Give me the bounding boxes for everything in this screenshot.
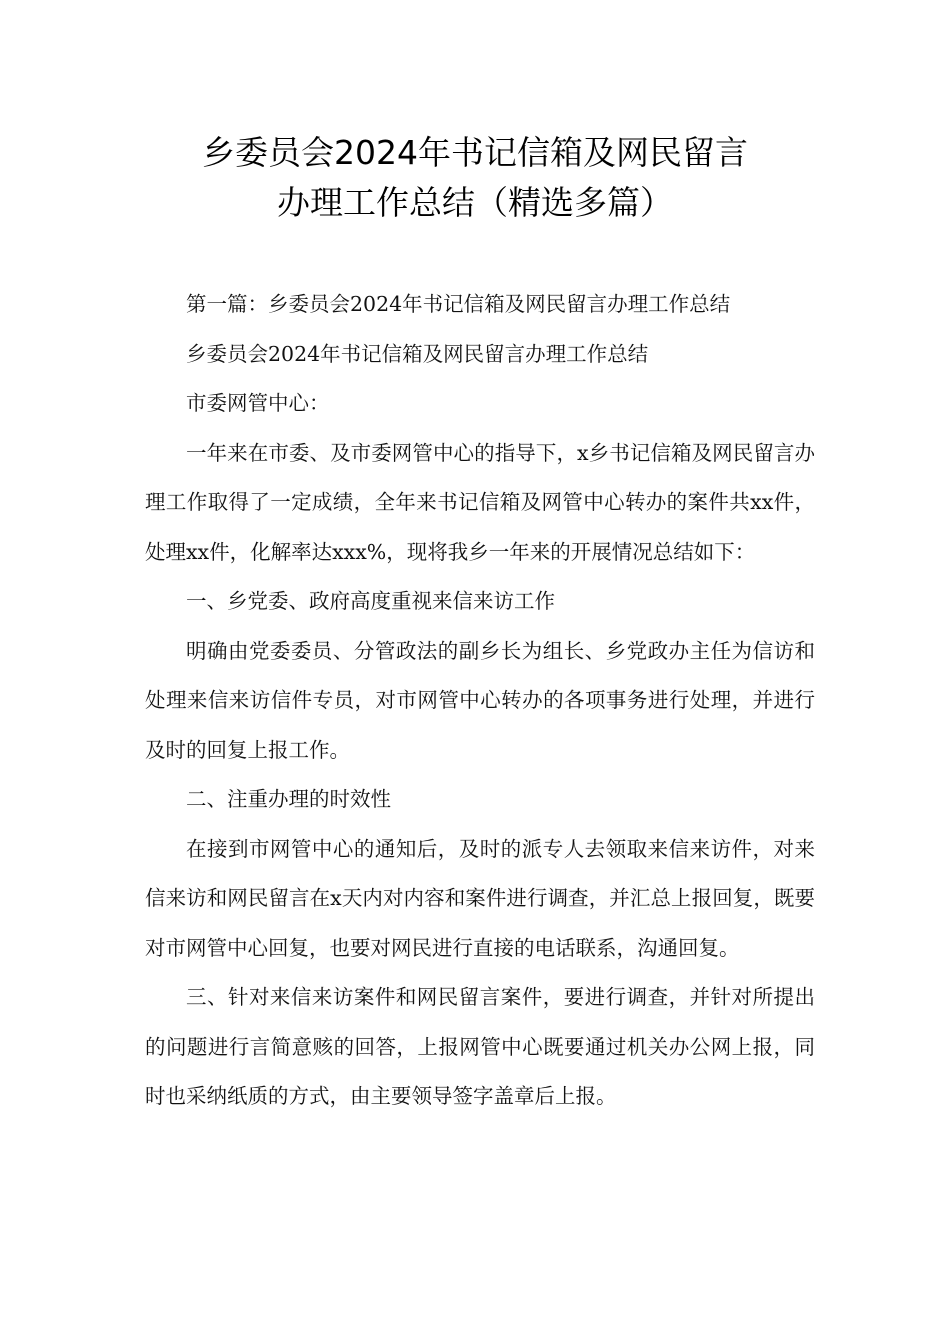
report-title: 乡委员会2024年书记信箱及网民留言办理工作总结 xyxy=(186,341,649,366)
title-line-2: 办理工作总结（精选多篇） xyxy=(277,183,673,222)
section-heading-2: 二、注重办理的时效性 xyxy=(186,787,391,811)
body-paragraph: 一年来在市委、及市委网管中心的指导下，x乡书记信箱及网民留言办理工作取得了一定成绩，全年来书记信箱及网管中心转办的案件共xx件，处理xx件，化解率达xxx%，现将我乡一年来的开展情况总结如下： xyxy=(145,440,815,564)
body-paragraph: 在接到市网管中心的通知后，及时的派专人去领取来信来访件，对来信来访和网民留言在x天内对内容和案件进行调查，并汇总上报回复，既要对市网管中心回复，也要对网民进行直接的电话联系，沟通回复。 xyxy=(145,836,815,960)
title-line-1: 乡委员会2024年书记信箱及网民留言 xyxy=(202,133,748,172)
section-heading-3: 三、针对来信来访案件和网民留言案件，要进行调查，并针对所提出的问题进行言简意赅的回答，上报网管中心既要通过机关办公网上报，同时也采纳纸质的方式，由主要领导签字盖章后上报。 xyxy=(145,985,815,1108)
section-heading-1: 一、乡党委、政府高度重视来信来访工作 xyxy=(186,589,555,613)
section-heading-first: 第一篇：乡委员会2024年书记信箱及网民留言办理工作总结 xyxy=(186,292,731,316)
document-body xyxy=(145,280,815,1122)
body-paragraph: 明确由党委委员、分管政法的副乡长为组长、乡党政办主任为信访和处理来信来访信件专员，对市网管中心转办的各项事务进行处理，并进行及时的回复上报工作。 xyxy=(145,638,815,762)
addressee: 市委网管中心： xyxy=(186,391,330,415)
document-title xyxy=(120,128,830,228)
